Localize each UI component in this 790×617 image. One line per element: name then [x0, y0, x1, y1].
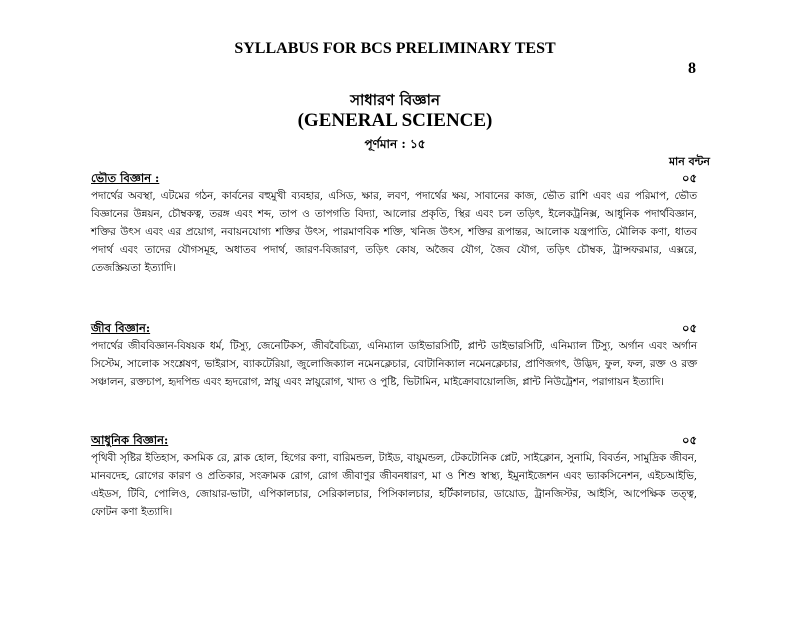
section-title: জীব বিজ্ঞান: — [91, 321, 151, 335]
page-title: SYLLABUS FOR BCS PRELIMINARY TEST — [234, 40, 556, 57]
section-title: আধুনিক বিজ্ঞান: — [91, 433, 169, 447]
subject-title-english: (GENERAL SCIENCE) — [297, 110, 493, 131]
section-physical-science — [91, 170, 697, 277]
subject-title-bengali: সাধারণ বিজ্ঞান — [350, 91, 440, 109]
section-modern-science — [91, 432, 697, 521]
section-marks: ০৫ — [682, 433, 697, 447]
full-marks: পূর্ণমান : ১৫ — [364, 137, 426, 151]
section-body: পদার্থের অবস্থা, এটমের গঠন, কার্বনের বহুমুখী ব্যবহার, এসিড, ক্ষার, লবণ, পদার্থের ক্ষয়, সাবানের কাজ, ভৌত রাশি এবং এর পরিমাপ, ভৌত বিজ্ঞানের উন্নয়ন, চৌম্বকত্ব, তরঙ্গ এবং শব্দ, তাপ ও তাপগতি বিদ্যা, আলোর প্রকৃতি, স্থির এবং চল তড়িৎ, ইলেকট্রনিক্স, আধুনিক পদার্থবিজ্ঞান, শক্তির উৎস এবং এর প্রয়োগ, নবায়নযোগ্য শক্তির উৎস, পারমাণবিক শক্তি, খনিজ উৎস, শক্তির রূপান্তর, আলোক যন্ত্রপাতি, মৌলিক কণা, ধাতব পদার্থ এবং তাদের যৌগসমূহ, অধাতব পদার্থ, জারণ-বিজারণ, তড়িৎ কোষ, অজৈব যৌগ, জৈব যৌগ, তড়িৎ চৌম্বক, ট্রান্সফরমার, এক্সরে, তেজস্ক্রিয়তা ইত্যাদি। — [91, 190, 697, 274]
section-marks: ০৫ — [682, 321, 697, 335]
section-marks: ০৫ — [682, 171, 697, 185]
section-body: পদার্থের জীববিজ্ঞান-বিষয়ক ধর্ম, টিস্যু, জেনেটিকস, জীববৈচিত্র্য, এনিম্যাল ডাইভারসিটি, প্লান্ট ডাইভারসিটি, এনিম্যাল টিস্যু, অর্গান এবং অর্গান সিস্টেম, সালোক সংশ্লেষণ, ভাইরাস, ব্যাকটেরিয়া, জুলোজিক্যাল নমেনক্লেচার, বোটানিক্যাল নমেনক্লেচার, প্রাণিজগৎ, উদ্ভিদ, ফুল, ফল, রক্ত ও রক্ত সঞ্চালন, রক্তচাপ, হৃদপিন্ড এবং হৃদরোগ, স্নায়ু এবং স্নায়ুরোগ, খাদ্য ও পুষ্টি, ভিটামিন, মাইক্রোবায়োলজি, প্লান্ট নিউট্রেশন, পরাগায়ন ইত্যাদি। — [91, 340, 697, 388]
marks-distribution-header: মান বন্টন — [668, 155, 710, 168]
section-biology — [91, 320, 697, 391]
section-title: ভৌত বিজ্ঞান : — [91, 171, 160, 185]
page-number: 8 — [688, 60, 696, 77]
section-body: পৃথিবী সৃষ্টির ইতিহাস, কসমিক রে, ব্লাক হোল, হিগের কণা, বারিমন্ডল, টাইড, বায়ুমন্ডল, টেকটোনিক প্লেট, সাইক্লোন, সুনামি, বিবর্তন, সামুদ্রিক জীবন, মানবদেহ, রোগের কারণ ও প্রতিকার, সংক্রামক রোগ, রোগ জীবাণুর জীবনধারণ, মা ও শিশু স্বাস্থ্য, ইমুনাইজেশন এবং ভ্যাকসিনেশন, এইচআইভি, এইডস, টিবি, পোলিও, জোয়ার-ভাটা, এপিকালচার, সেরিকালচার, পিসিকালচার, হর্টিকালচার, ডায়োড, ট্রানজিস্টর, আইসি, আপেক্ষিক তত্ত্ব, ফোটন কণা ইত্যাদি। — [91, 452, 697, 518]
